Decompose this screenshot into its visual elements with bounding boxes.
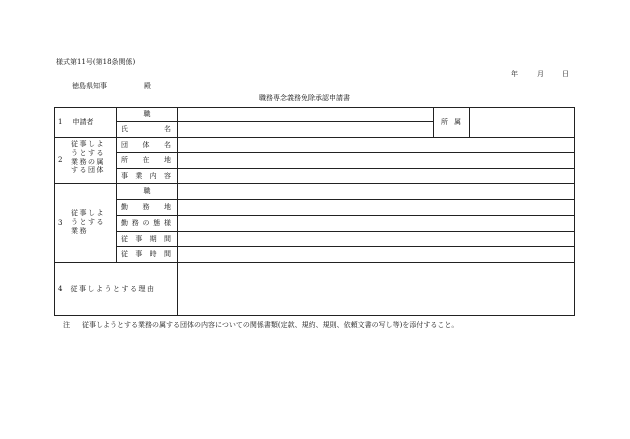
name-label-char: 名 <box>164 125 171 134</box>
label-char: 間 <box>163 234 171 243</box>
org-business-field[interactable] <box>178 169 574 183</box>
applicant-label: 申請者 <box>72 117 94 126</box>
label-char: 態 <box>153 219 161 228</box>
org-name-field[interactable] <box>178 138 574 152</box>
label-char: 所 <box>121 156 128 165</box>
label-line: うとする <box>71 217 105 226</box>
duty-post-field[interactable] <box>178 184 574 199</box>
label-char: 地 <box>164 156 171 165</box>
label-char: 職 <box>143 187 151 196</box>
row-number: 4 <box>58 284 63 293</box>
reason-label: 従事しようとする理由 <box>70 284 156 293</box>
label-char: 務 <box>142 203 150 212</box>
label-char: 内 <box>149 171 157 180</box>
label-char: 間 <box>163 250 171 259</box>
row-number: 1 <box>58 117 63 126</box>
label-char: 時 <box>149 250 157 259</box>
label-char: 体 <box>142 140 150 149</box>
label-char: 容 <box>163 171 171 180</box>
affiliation-field[interactable] <box>470 108 574 137</box>
applicant-row-label <box>56 107 116 137</box>
label-char: 事 <box>135 250 143 259</box>
honorific: 殿 <box>144 82 151 90</box>
label-char: 名 <box>164 140 171 149</box>
form-number: 様式第11号(第18条関係) <box>56 58 136 66</box>
label-char: 期 <box>149 234 157 243</box>
label-char: 勤 <box>121 219 128 228</box>
reason-field[interactable] <box>178 263 574 315</box>
label-char: 在 <box>142 156 150 165</box>
row-number: 2 <box>58 156 63 164</box>
work-location-label <box>121 200 171 215</box>
label-line: うとする <box>71 148 105 157</box>
note-prefix: 注 <box>63 321 70 329</box>
organization-row-label <box>71 140 115 175</box>
label-char: 事 <box>121 171 128 180</box>
post-label: 職 <box>143 109 151 118</box>
work-period-field[interactable] <box>178 232 574 246</box>
label-char: の <box>142 219 150 228</box>
label-char: 様 <box>164 219 171 228</box>
note-text: 従事しようとする業務の属する団体の内容についての関係書類(定款、規約、規則、依頼文書の写し等)を添付すること。 <box>82 321 459 329</box>
label-char: 業 <box>135 171 143 180</box>
affiliation-label-char: 所 <box>441 117 448 126</box>
label-line: 業務 <box>71 226 88 235</box>
name-field[interactable] <box>178 122 433 137</box>
affiliation-label-char: 属 <box>454 117 461 126</box>
work-period-label <box>121 232 171 246</box>
work-location-field[interactable] <box>178 200 574 215</box>
label-line: する団体 <box>71 166 105 175</box>
work-hours-field[interactable] <box>178 247 574 262</box>
name-label-char: 氏 <box>121 125 128 134</box>
work-mode-field[interactable] <box>178 216 574 231</box>
label-char: 勤 <box>121 203 128 212</box>
duty-row-label <box>71 209 115 235</box>
label-char: 団 <box>121 140 128 149</box>
reason-row-label <box>56 263 177 315</box>
label-char: 事 <box>135 234 143 243</box>
duty-post-label <box>117 184 177 199</box>
date-year-label: 年 <box>511 70 518 78</box>
name-label-cell <box>121 122 171 137</box>
date-day-label: 日 <box>562 70 569 78</box>
org-address-label <box>121 153 171 168</box>
org-address-field[interactable] <box>178 153 574 168</box>
label-line: 業務の属 <box>71 157 105 166</box>
date-month-label: 月 <box>537 70 544 78</box>
work-mode-label <box>121 216 171 231</box>
work-hours-label <box>121 247 171 262</box>
row-number: 3 <box>58 219 63 227</box>
document-title: 職務専念義務免除承認申請書 <box>259 94 350 102</box>
org-name-label <box>121 138 171 152</box>
addressee: 徳島県知事 <box>72 82 107 90</box>
label-line: 従事しよ <box>71 209 105 217</box>
label-char: 従 <box>121 234 128 243</box>
post-field[interactable] <box>178 108 433 121</box>
label-char: 地 <box>164 203 171 212</box>
post-label-cell <box>117 107 177 121</box>
org-business-label <box>121 169 171 183</box>
label-char: 務 <box>131 219 139 228</box>
label-line: 従事しよ <box>71 140 105 148</box>
label-char: 従 <box>121 250 128 259</box>
affiliation-label-cell <box>441 107 461 137</box>
